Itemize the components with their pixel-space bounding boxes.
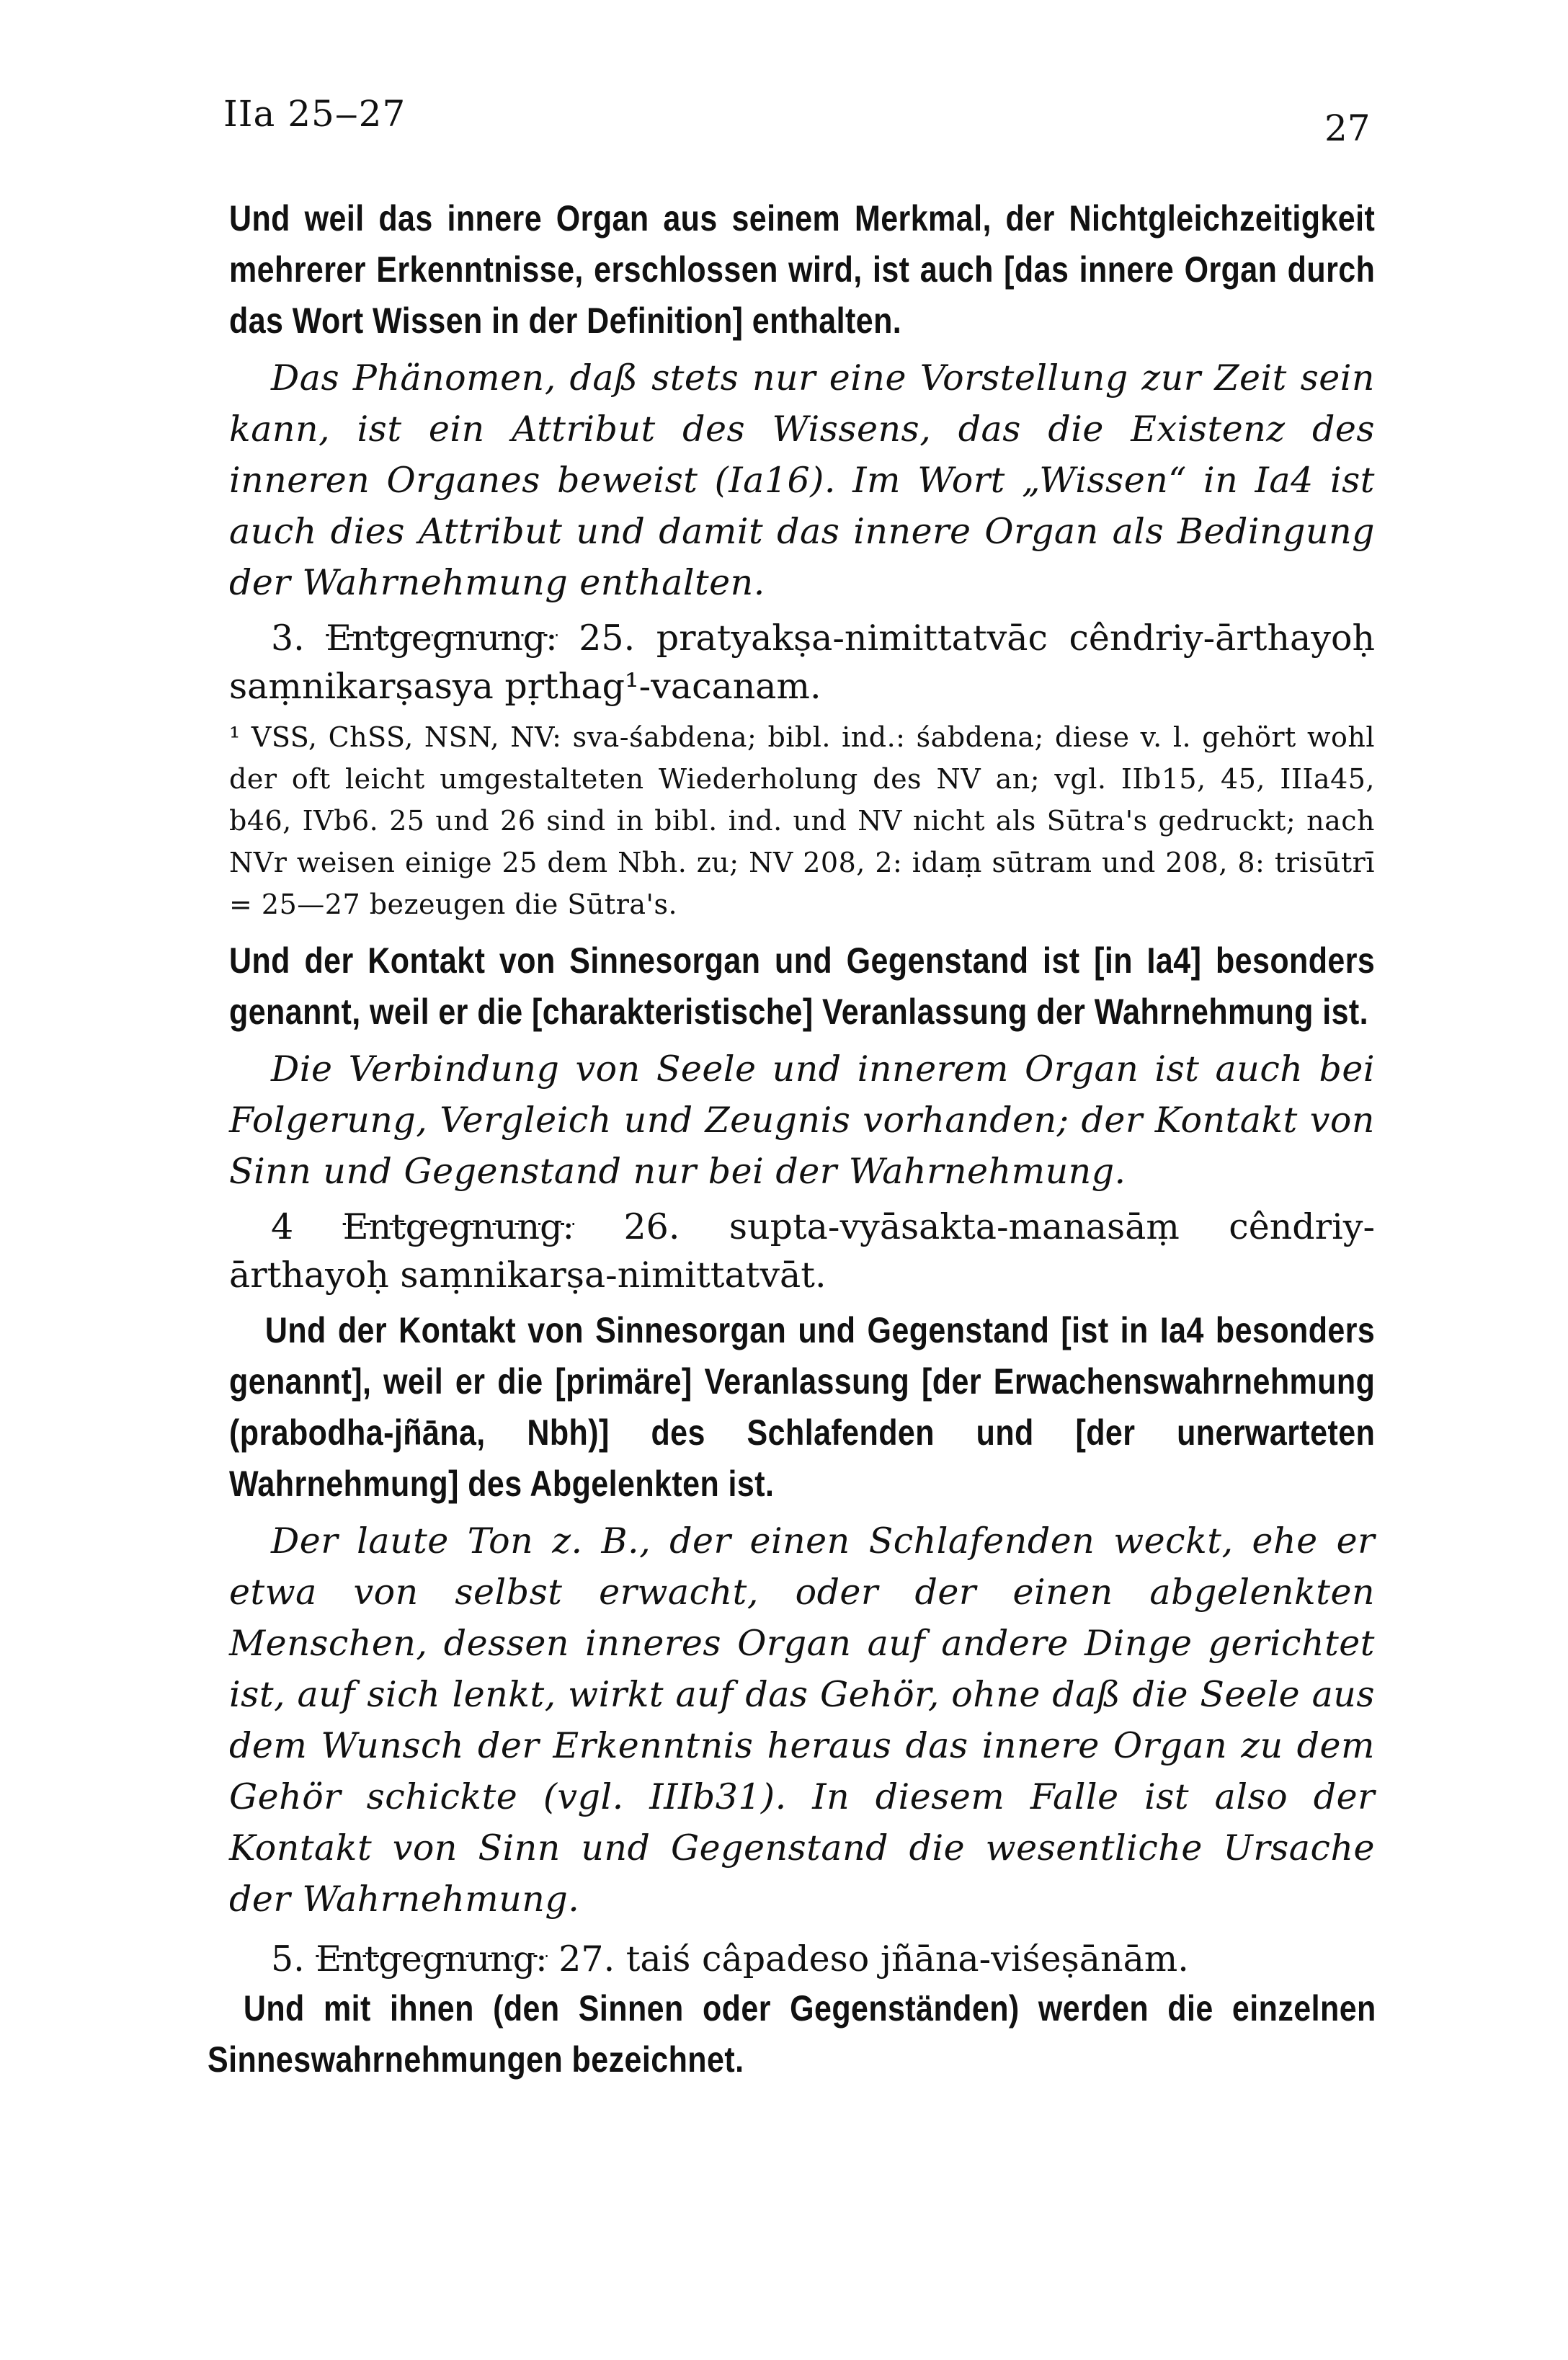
- translation-paragraph: Und weil das innere Organ aus seinem Merkmal, der Nichtgleichzeitigkeit mehrerer Erkenntnisse, erschlossen wird, ist auch [das innere Organ durch das Wort Wissen in der Definition] enthalten.: [229, 198, 1376, 341]
- sutra-26: [229, 1203, 1375, 1299]
- sutra-text: 25. pratyakṣa-nimittatvāc cêndriy-ārthayoḥ saṃnikarṣasya pṛthag¹-vacanam.: [229, 618, 1376, 707]
- commentary-paragraph: Das Phänomen, daß stets nur eine Vorstellung zur Zeit sein kann, ist ein Attribut des Wissens, das die Existenz des inneren Organes beweist (Ia16). Im Wort „Wissen“ in Ia4 ist auch dies Attribut und damit das innere Organ als Bedingung der Wahrnehmung enthalten.: [229, 357, 1375, 603]
- page-body: [208, 193, 1376, 2085]
- objection-label: Entgegnung:: [326, 618, 558, 659]
- objection-label: Entgegnung:: [342, 1206, 574, 1247]
- objection-number: 5.: [271, 1938, 305, 1980]
- sutra-text: 27. taiś câpadeso jñāna-viśeṣānām.: [558, 1938, 1189, 1980]
- translation-paragraph: Und der Kontakt von Sinnesorgan und Gegenstand ist [in Ia4] besonders genannt, weil er die [charakteristische] Veranlassung der Wahrnehmung ist.: [229, 940, 1376, 1032]
- translation-paragraph: Und der Kontakt von Sinnesorgan und Gegenstand [ist in Ia4 besonders genannt], weil er die [primäre] Veranlassung [der Erwachenswahrnehmung (prabodha-jñāna, Nbh)] des Schlafenden und [der unerwarteten Wahrnehmung] des Abgelenkten ist.: [229, 1310, 1376, 1504]
- running-header: IIa 25‒27: [223, 93, 406, 135]
- commentary-paragraph: Der laute Ton z. B., der einen Schlafenden weckt, ehe er etwa von selbst erwacht, oder der einen abgelenkten Menschen, dessen inneres Organ auf andere Dinge gerichtet ist, auf sich lenkt, wirkt auf das Gehör, ohne daß die Seele aus dem Wunsch der Erkenntnis heraus das innere Organ zu dem Gehör schickte (vgl. IIIb31). In diesem Falle ist also der Kontakt von Sinn und Gegenstand die wesentliche Ursache der Wahrnehmung.: [229, 1520, 1375, 1920]
- commentary-paragraph: Die Verbindung von Seele und innerem Organ ist auch bei Folgerung, Vergleich und Zeugnis vorhanden; der Kontakt von Sinn und Gegenstand nur bei der Wahrnehmung.: [229, 1048, 1375, 1192]
- translation-paragraph: Und mit ihnen (den Sinnen oder Gegenständen) werden die einzelnen Sinneswahrnehmungen bezeichnet.: [208, 1988, 1376, 2080]
- page-number: 27: [1324, 107, 1371, 149]
- sutra-27: [229, 1935, 1375, 1983]
- objection-number: 3.: [271, 618, 305, 659]
- objection-label: Entgegnung:: [316, 1938, 548, 1980]
- sutra-25: [229, 614, 1375, 711]
- sutra-text: 26. supta-vyāsakta-manasāṃ cêndriy-ārthayoḥ saṃnikarṣa-nimittatvāt.: [229, 1206, 1376, 1296]
- footnote: ¹ VSS, ChSS, NSN, NV: sva-śabdena; bibl. ind.: śabdena; diese v. l. gehört wohl der oft leicht umgestalteten Wiederholung des NV an; vgl. IIb15, 45, IIIa45, b46, IVb6. 25 und 26 sind in bibl. ind. und NV nicht als Sūtra's gedruckt; nach NVr weisen einige 25 dem Nbh. zu; NV 208, 2: idaṃ sūtram und 208, 8: trisūtrī = 25—27 bezeugen die Sūtra's.: [229, 721, 1375, 920]
- objection-number: 4: [271, 1206, 294, 1247]
